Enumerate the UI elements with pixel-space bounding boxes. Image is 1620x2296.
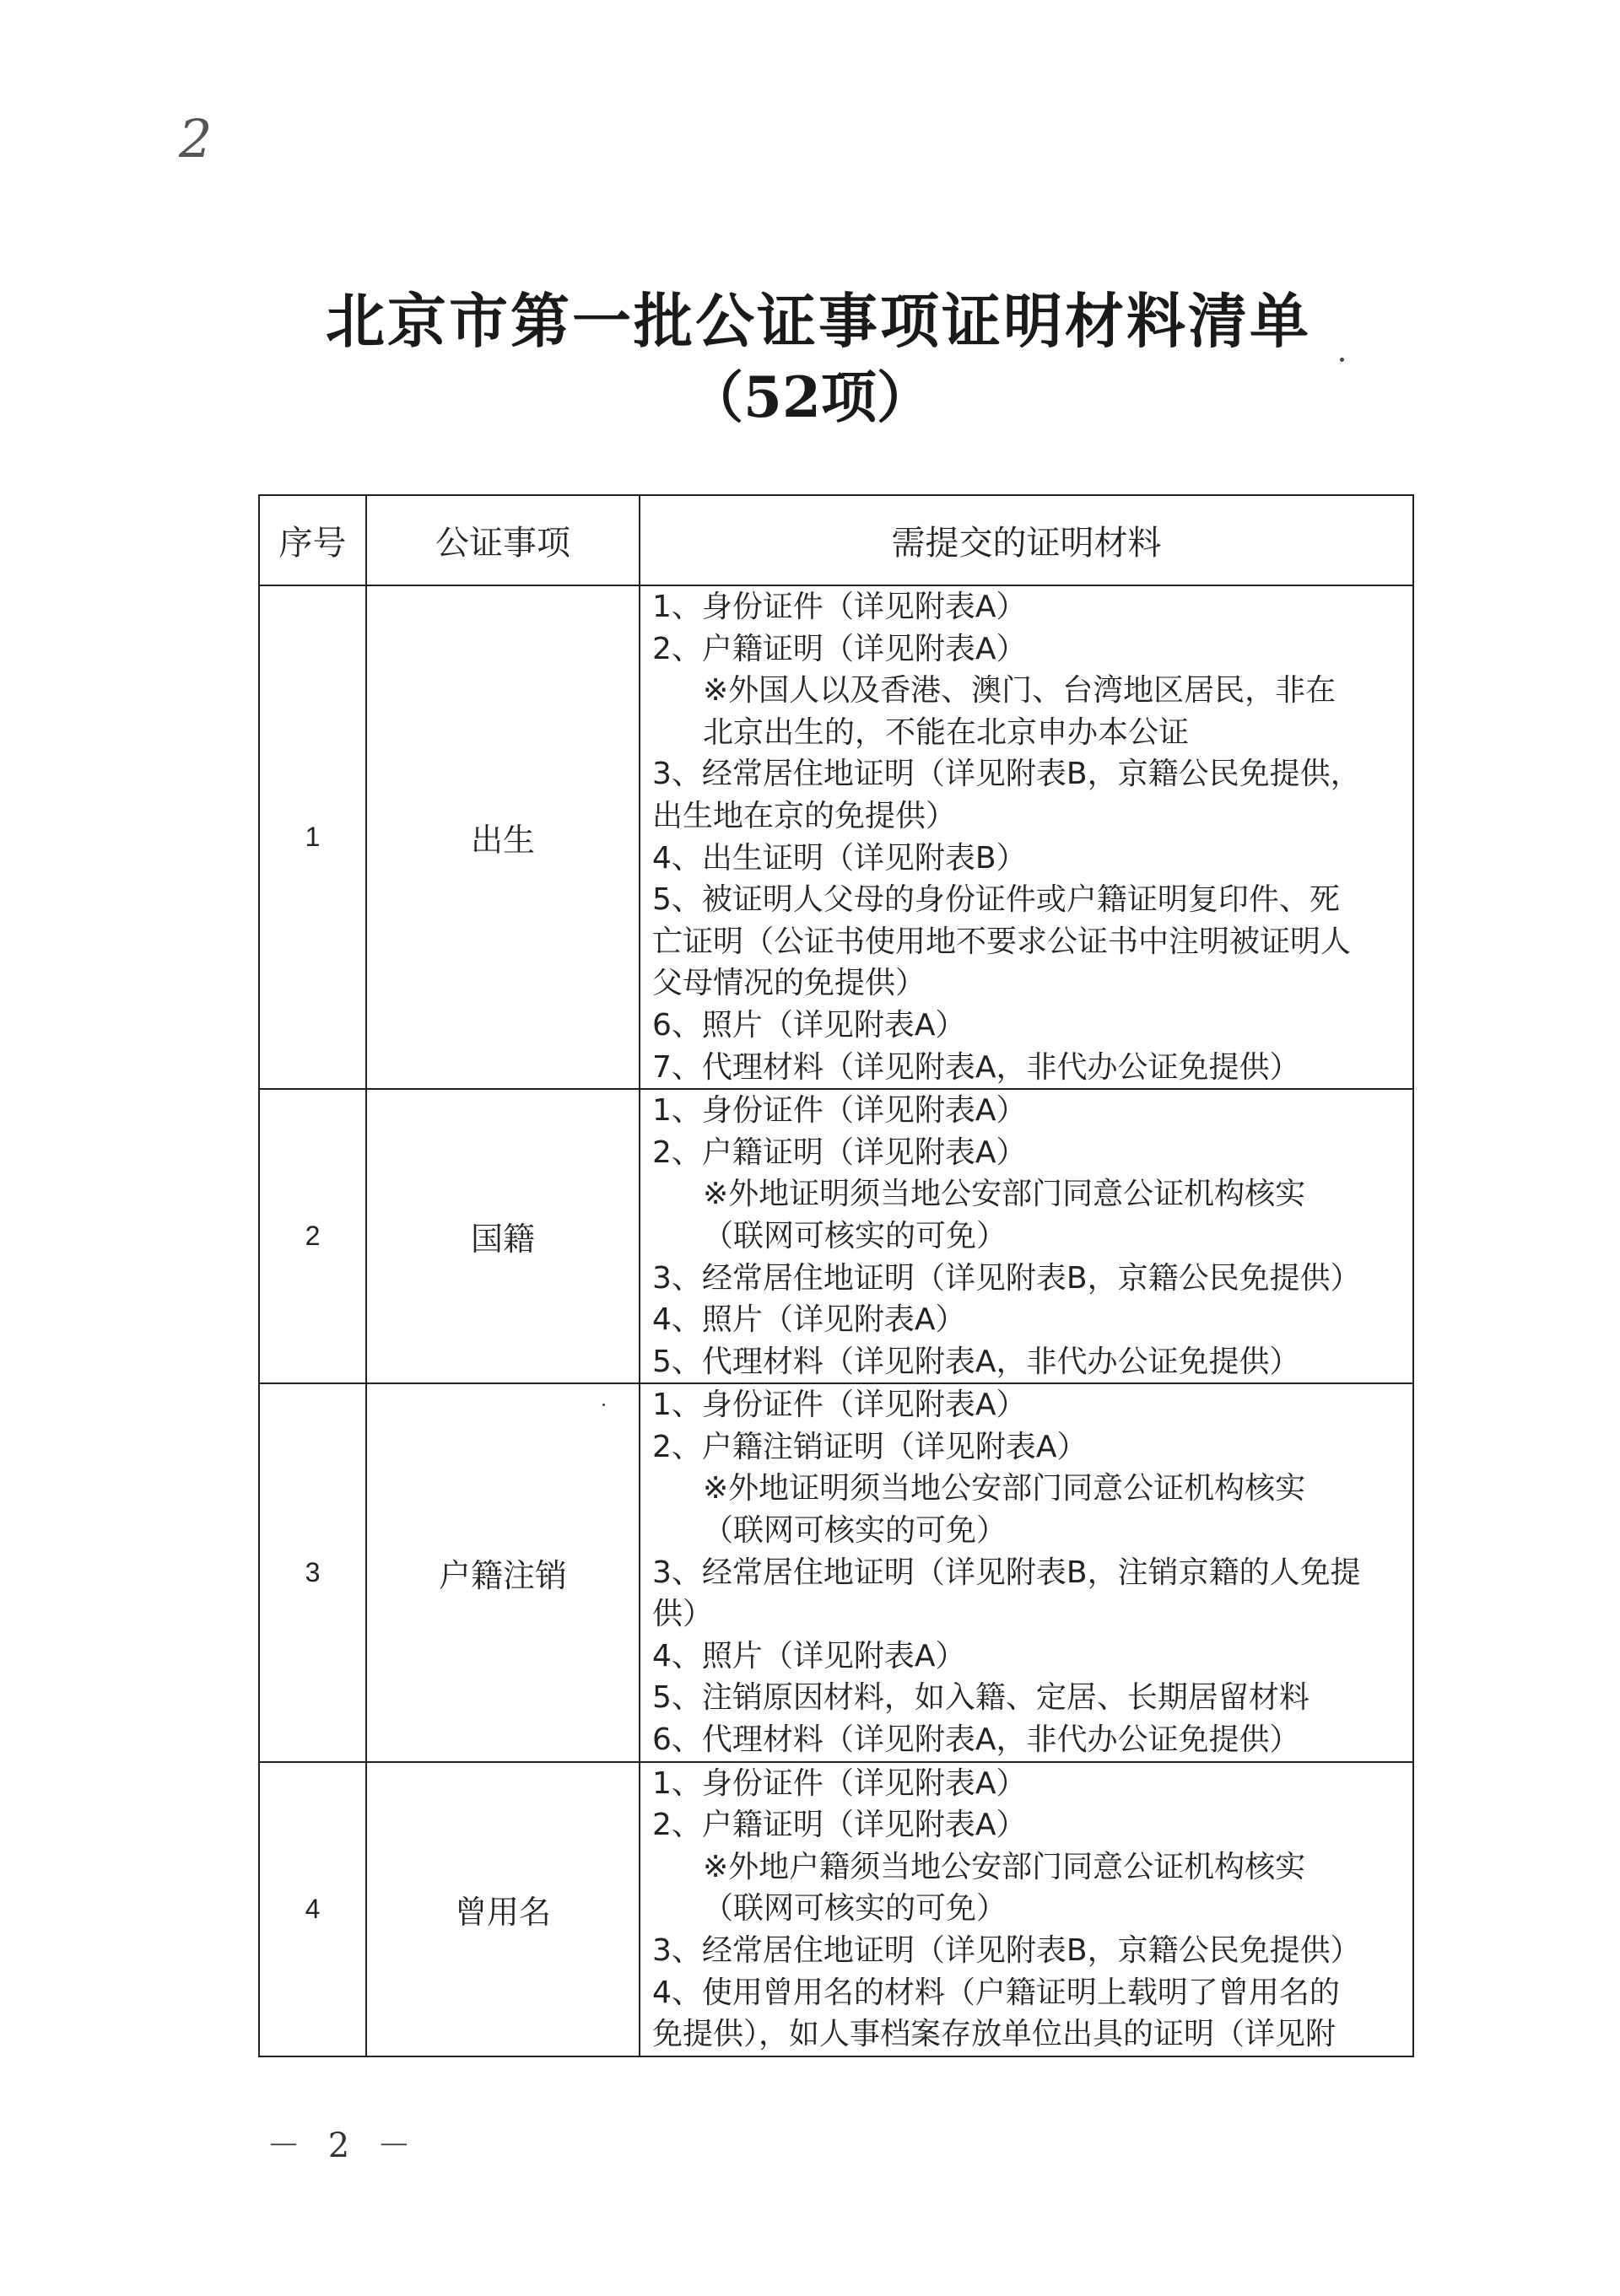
material-line: 7、代理材料（详见附表A，非代办公证免提供） <box>652 1049 1300 1085</box>
table-row <box>259 1089 1413 1383</box>
material-line: 5、代理材料（详见附表A，非代办公证免提供） <box>652 1344 1300 1379</box>
material-line: ※外国人以及香港、澳门、台湾地区居民，非在 <box>703 673 1336 709</box>
material-line: 6、代理材料（详见附表A，非代办公证免提供） <box>652 1722 1300 1758</box>
document-subtitle: （52项） <box>688 364 932 430</box>
row-materials-list <box>640 1762 1413 2056</box>
material-line: 3、经常居住地证明（详见附表B，注销京籍的人免提 <box>652 1555 1361 1590</box>
material-line: ※外地证明须当地公安部门同意公证机构核实 <box>703 1471 1306 1506</box>
material-line: （联网可核实的可免） <box>703 1513 1007 1549</box>
header-serial-number: 序号 <box>259 495 366 585</box>
material-line: 6、照片（详见附表A） <box>652 1007 966 1043</box>
material-line: 1、身份证件（详见附表A） <box>652 1388 1027 1423</box>
table-row <box>259 1383 1413 1761</box>
table-row <box>259 1762 1413 2056</box>
material-line: 2、户籍证明（详见附表A） <box>652 631 1027 666</box>
material-line: 3、经常居住地证明（详见附表B，京籍公民免提供， <box>652 757 1361 792</box>
material-line: ※外地证明须当地公安部门同意公证机构核实 <box>703 1177 1306 1212</box>
material-line: 1、身份证件（详见附表A） <box>652 1765 1027 1801</box>
row-materials-list <box>640 1383 1413 1761</box>
row-serial-number: 2 <box>259 1089 366 1383</box>
material-line: 1、身份证件（详见附表A） <box>652 590 1027 624</box>
document-title: 北京市第一批公证事项证明材料清单 <box>326 286 1311 356</box>
material-line: （联网可核实的可免） <box>703 1891 1007 1927</box>
material-line: 5、被证明人父母的身份证件或户籍证明复印件、死 <box>652 882 1340 918</box>
table-body <box>259 585 1413 2056</box>
scan-speck <box>1340 358 1344 362</box>
table-row <box>259 585 1413 1089</box>
material-line: 出生地在京的免提供） <box>652 798 957 833</box>
materials-table <box>258 494 1414 2057</box>
row-serial-number: 4 <box>259 1762 366 2056</box>
table-header-row <box>259 495 1413 585</box>
material-line: 4、使用曾用名的材料（户籍证明上载明了曾用名的 <box>652 1975 1340 2010</box>
page-number: － 2 － <box>267 2126 419 2165</box>
material-line: 北京出生的，不能在北京申办本公证 <box>703 714 1190 750</box>
header-notary-item: 公证事项 <box>366 495 640 585</box>
material-line: 免提供），如人事档案存放单位出具的证明（详见附 <box>652 2017 1336 2052</box>
row-serial-number: 1 <box>259 585 366 1089</box>
handwritten-page-mark: 2 <box>179 108 213 170</box>
row-serial-number: 3 <box>259 1383 366 1761</box>
row-materials-list <box>640 1089 1413 1383</box>
material-line: 2、户籍证明（详见附表A） <box>652 1135 1027 1170</box>
header-required-materials: 需提交的证明材料 <box>640 495 1413 585</box>
row-notary-item: 户籍注销 <box>366 1383 640 1761</box>
material-line: 亡证明（公证书使用地不要求公证书中注明被证明人 <box>652 924 1352 959</box>
row-notary-item: 曾用名 <box>366 1762 640 2056</box>
material-line: 3、经常居住地证明（详见附表B，京籍公民免提供） <box>652 1933 1361 1968</box>
material-line: 2、户籍证明（详见附表A） <box>652 1808 1027 1843</box>
material-line: 4、照片（详见附表A） <box>652 1302 966 1338</box>
material-line: 3、经常居住地证明（详见附表B，京籍公民免提供） <box>652 1260 1361 1296</box>
material-line: 4、出生证明（详见附表B） <box>652 840 1027 876</box>
row-materials-list <box>640 585 1413 1089</box>
row-notary-item: 出生 <box>366 585 640 1089</box>
material-line: 4、照片（详见附表A） <box>652 1638 966 1673</box>
material-line: ※外地户籍须当地公安部门同意公证机构核实 <box>703 1849 1306 1884</box>
material-line: 供） <box>652 1597 714 1632</box>
material-line: 1、身份证件（详见附表A） <box>652 1093 1027 1129</box>
material-line: 5、注销原因材料，如入籍、定居、长期居留材料 <box>652 1680 1310 1716</box>
material-line: 2、户籍注销证明（详见附表A） <box>652 1429 1088 1464</box>
material-line: 父母情况的免提供） <box>652 966 926 1001</box>
material-line: （联网可核实的可免） <box>703 1218 1007 1253</box>
row-notary-item: 国籍 <box>366 1089 640 1383</box>
